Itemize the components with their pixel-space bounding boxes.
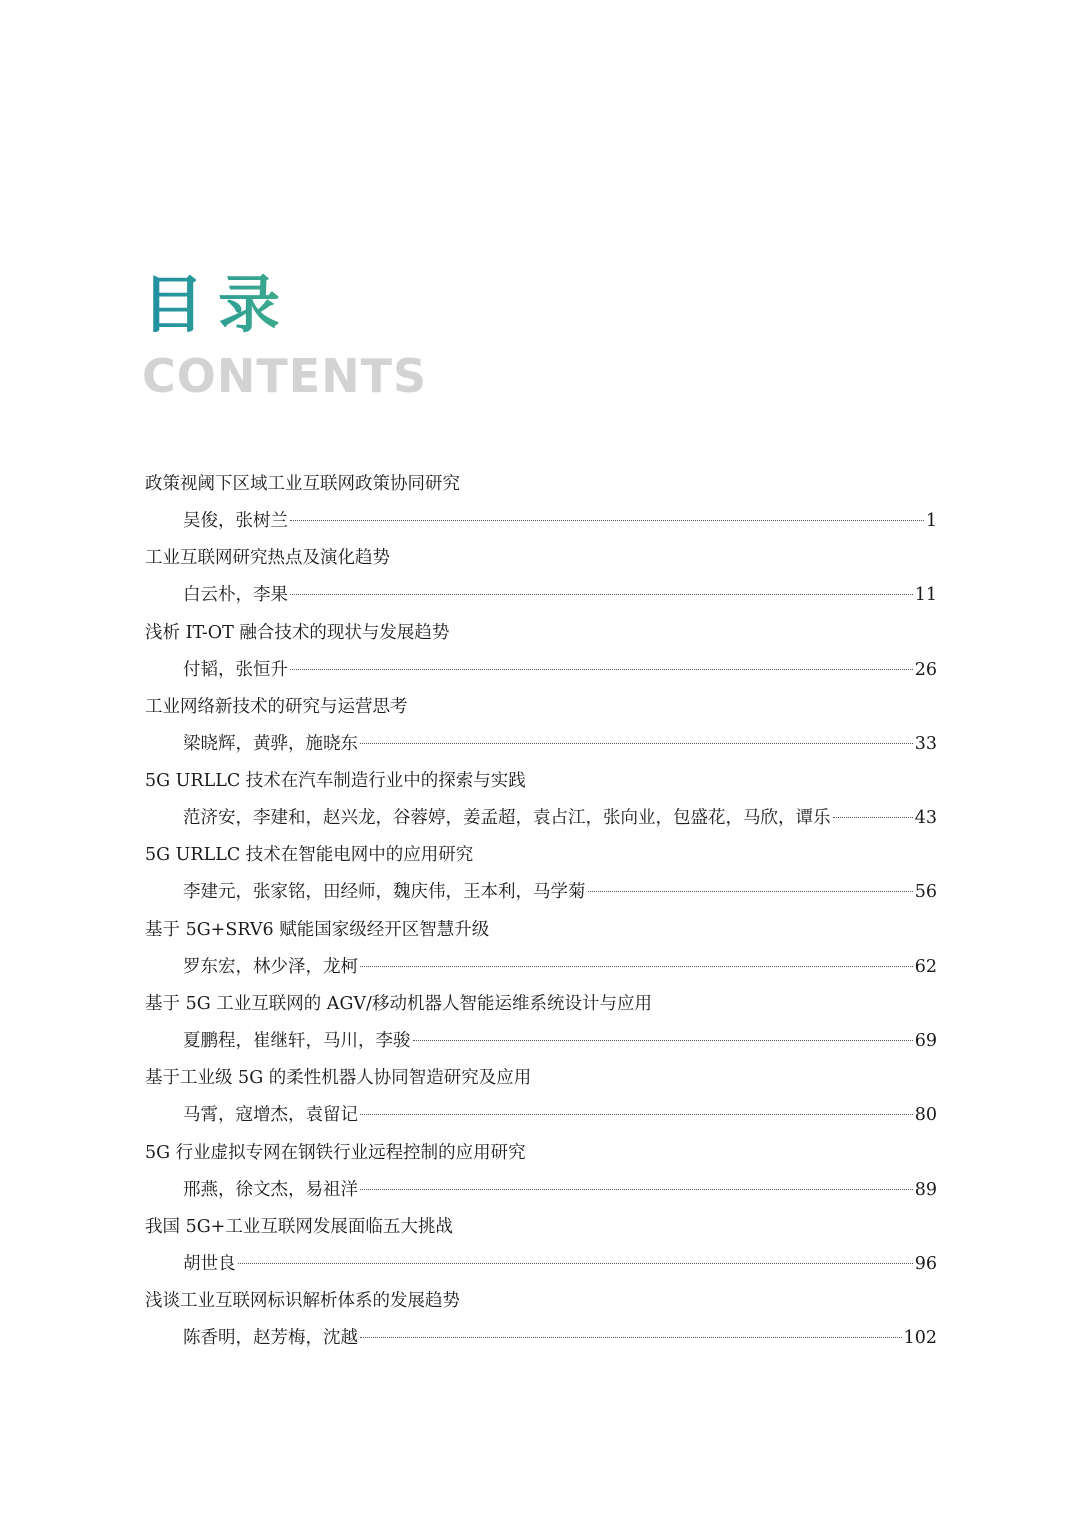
- toc-entry-authors: 陈香明，赵芳梅，沈越: [183, 1328, 358, 1349]
- dot-leader: [413, 1040, 913, 1041]
- toc-entry-title: 工业网络新技术的研究与运营思考: [145, 696, 408, 717]
- table-of-contents: [145, 466, 937, 1358]
- dot-leader: [360, 1189, 913, 1190]
- toc-entry-authors: 胡世良: [183, 1253, 236, 1274]
- toc-entry-page-number: 43: [914, 808, 937, 829]
- toc-entry-byline: [145, 502, 937, 540]
- toc-entry-page-number: 80: [914, 1105, 937, 1126]
- toc-entry[interactable]: [145, 912, 937, 986]
- toc-entry[interactable]: [145, 540, 937, 614]
- toc-entry-page-number: 62: [914, 956, 937, 977]
- heading-title-en: CONTENTS: [142, 349, 428, 403]
- toc-entry-title: 基于 5G 工业互联网的 AGV/移动机器人智能运维系统设计与应用: [145, 994, 652, 1015]
- toc-entry[interactable]: [145, 689, 937, 763]
- toc-entry-title: 基于工业级 5G 的柔性机器人协同智造研究及应用: [145, 1068, 532, 1089]
- toc-entry-authors: 邢燕，徐文杰，易祖洋: [183, 1179, 358, 1200]
- toc-entry-page-number: 89: [914, 1179, 937, 1200]
- toc-entry-byline: [145, 1096, 937, 1134]
- toc-entry[interactable]: [145, 615, 937, 689]
- toc-entry-authors: 付韬，张恒升: [183, 659, 288, 680]
- toc-entry-title: 浅谈工业互联网标识解析体系的发展趋势: [145, 1291, 460, 1312]
- toc-entry-byline: [145, 1245, 937, 1283]
- toc-entry-byline: [145, 799, 937, 837]
- toc-entry-title: 基于 5G+SRV6 赋能国家级经开区智慧升级: [145, 919, 490, 940]
- dot-leader: [833, 817, 913, 818]
- toc-entry-authors: 梁晓辉，黄骅，施晓东: [183, 733, 358, 754]
- toc-entry-byline: [145, 651, 937, 689]
- dot-leader: [360, 743, 913, 744]
- dot-leader: [290, 594, 913, 595]
- toc-entry-title: 5G URLLC 技术在智能电网中的应用研究: [145, 845, 474, 866]
- toc-entry-page-number: 11: [914, 585, 937, 606]
- toc-entry-byline: [145, 873, 937, 911]
- dot-leader: [238, 1263, 913, 1264]
- toc-entry-authors: 白云朴，李果: [183, 585, 288, 606]
- toc-entry-byline: [145, 1319, 937, 1357]
- toc-entry[interactable]: [145, 1209, 937, 1283]
- dot-leader: [290, 669, 913, 670]
- toc-entry[interactable]: [145, 837, 937, 911]
- toc-entry-byline: [145, 1022, 937, 1060]
- toc-entry-title: 工业互联网研究热点及演化趋势: [145, 548, 390, 569]
- toc-entry-title: 浅析 IT-OT 融合技术的现状与发展趋势: [145, 622, 450, 643]
- toc-entry-byline: [145, 948, 937, 986]
- toc-entry[interactable]: [145, 986, 937, 1060]
- toc-entry-title: 政策视阈下区域工业互联网政策协同研究: [145, 474, 460, 494]
- toc-entry-authors: 夏鹏程，崔继轩，马川，李骏: [183, 1031, 411, 1052]
- toc-heading: [142, 268, 428, 403]
- toc-entry-authors: 吴俊，张树兰: [183, 511, 288, 531]
- heading-title-zh: 目录: [142, 272, 427, 338]
- toc-entry-page-number: 102: [903, 1328, 937, 1349]
- toc-entry[interactable]: [145, 1060, 937, 1134]
- toc-entry-page-number: 69: [914, 1031, 937, 1052]
- toc-entry-page-number: 26: [914, 659, 937, 680]
- dot-leader: [360, 1114, 913, 1115]
- toc-entry-title: 5G URLLC 技术在汽车制造行业中的探索与实践: [145, 771, 526, 792]
- toc-entry[interactable]: [145, 1135, 937, 1209]
- toc-entry-byline: [145, 1171, 937, 1209]
- dot-leader: [290, 520, 924, 521]
- toc-entry-page-number: 96: [914, 1253, 937, 1274]
- toc-entry-page-number: 56: [914, 882, 937, 903]
- toc-entry-authors: 李建元，张家铭，田经师，魏庆伟，王本利，马学菊: [183, 882, 586, 903]
- toc-entry-page-number: 1: [925, 511, 937, 531]
- toc-entry-byline: [145, 725, 937, 763]
- toc-entry-authors: 罗东宏，林少泽，龙柯: [183, 956, 358, 977]
- dot-leader: [360, 966, 913, 967]
- toc-entry-authors: 马霄，寇增杰，袁留记: [183, 1105, 358, 1126]
- toc-entry-title: 我国 5G+工业互联网发展面临五大挑战: [145, 1216, 453, 1237]
- toc-entry-authors: 范济安，李建和，赵兴龙，谷蓉婷，姜孟超，袁占江，张向业，包盛花，马欣，谭乐: [183, 808, 831, 829]
- toc-entry[interactable]: [145, 466, 937, 540]
- toc-entry[interactable]: [145, 763, 937, 837]
- toc-entry-page-number: 33: [914, 733, 937, 754]
- dot-leader: [588, 891, 913, 892]
- toc-entry-title: 5G 行业虚拟专网在钢铁行业远程控制的应用研究: [145, 1142, 526, 1163]
- toc-entry-byline: [145, 576, 937, 614]
- toc-entry[interactable]: [145, 1283, 937, 1357]
- dot-leader: [360, 1337, 902, 1338]
